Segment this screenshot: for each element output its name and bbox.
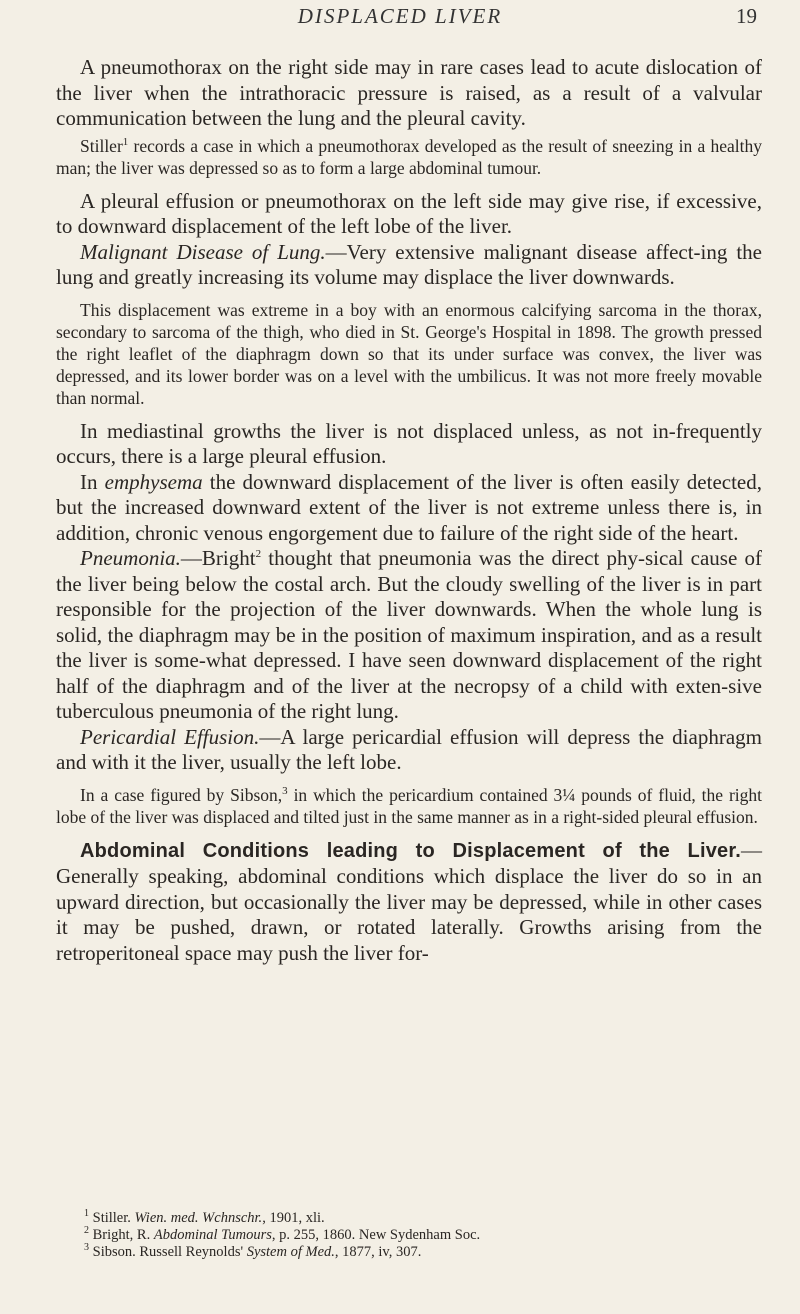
paragraph-sarcoma-case: This displacement was extreme in a boy with an enormous calcifying sarcoma in the thorax, secondary to sarcoma of the thigh, who died in St. George's Hospital in 1898. The growth pressed the right leaflet of the diaphragm down so that its under surface was convex, the liver was depressed, and its lower border was on a level with the umbilicus. It was not more freely movable than normal. xyxy=(56,299,762,408)
paragraph-pneumonia: Pneumonia.—Bright$^2$ thought that pneumonia was the direct phy-sical cause of the liver being below the costal arch. But the cloudy swelling of the liver is in part responsible for the projection of the liver downwards. When the whole lung is solid, the diaphragm may be in the position of maximum inspiration, and as a result the liver is some-what depressed. I have seen downward displacement of the right half of the diaphragm and of the liver at the necropsy of a child with exten-sive tuberculous pneumonia of the right lung. xyxy=(56,546,762,723)
paragraph-malignant-disease: Malignant Disease of Lung.—Very extensive malignant disease affect-ing the lung and greatly increasing its volume may displace the liver downwards. xyxy=(56,239,762,289)
running-head: DISPLACED LIVER xyxy=(297,4,503,28)
footnote-1: $^1$ Stiller. Wien. med. Wchnschr., 1901, xli. xyxy=(84,1208,325,1226)
footnote-3: $^3$ Sibson. Russell Reynolds' System of Med., 1877, iv, 307. xyxy=(84,1242,422,1260)
footnote-2: $^2$ Bright, R. Abdominal Tumours, p. 255, 1860. New Sydenham Soc. xyxy=(84,1225,481,1243)
footnotes xyxy=(84,1210,764,1261)
body-text xyxy=(56,55,762,966)
paragraph-stiller-case: Stiller$^1$ records a case in which a pneumothorax developed as the result of sneezing in a healthy man; the liver was depressed so as to form a large abdominal tumour. xyxy=(56,135,762,178)
footnote-ref-1: 1 xyxy=(122,135,129,148)
footnote-ref-2: 2 xyxy=(255,548,262,560)
paragraph-left-effusion: A pleural effusion or pneumothorax on the left side may give rise, if excessive, to downward displacement of the left lobe of the liver. xyxy=(56,188,762,238)
paragraph-sibson-case: In a case figured by Sibson,$^3$ in which the pericardium contained 3¼ pounds of fluid, the right lobe of the liver was displaced and tilted just in the same manner as in a right-sided pleural effusion. xyxy=(56,784,762,827)
paragraph-mediastinal-growths: In mediastinal growths the liver is not displaced unless, as not in-frequently occurs, there is a large pleural effusion. xyxy=(56,418,762,468)
paragraph-pericardial-effusion: Pericardial Effusion.—A large pericardial effusion will depress the diaphragm and with it the liver, usually the left lobe. xyxy=(56,724,762,774)
footnote-ref-3: 3 xyxy=(282,784,288,797)
paragraph-emphysema: In emphysema the downward displacement of the liver is often easily detected, but the increased downward extent of the liver is not extreme unless there is, in addition, chronic venous engorgement due to failure of the right side of the heart. xyxy=(56,469,762,545)
page-number: 19 xyxy=(736,4,757,28)
paragraph-abdominal-conditions: Abdominal Conditions leading to Displacement of the Liver.— Generally speaking, abdominal conditions which displace the liver do so in an upward direction, but occasionally the liver may be depressed, while in other cases it may be pushed, drawn, or rotated laterally. Growths arising from the retroperitoneal space may push the liver for- xyxy=(56,837,762,965)
section-heading: Abdominal Conditions leading to Displacement of the Liver. xyxy=(80,839,741,862)
page-header xyxy=(0,0,800,34)
paragraph-pneumothorax-right: A pneumothorax on the right side may in rare cases lead to acute dislocation of the liver when the intrathoracic pressure is raised, as a result of a valvular communication between the lung and the pleural cavity. xyxy=(56,55,762,130)
